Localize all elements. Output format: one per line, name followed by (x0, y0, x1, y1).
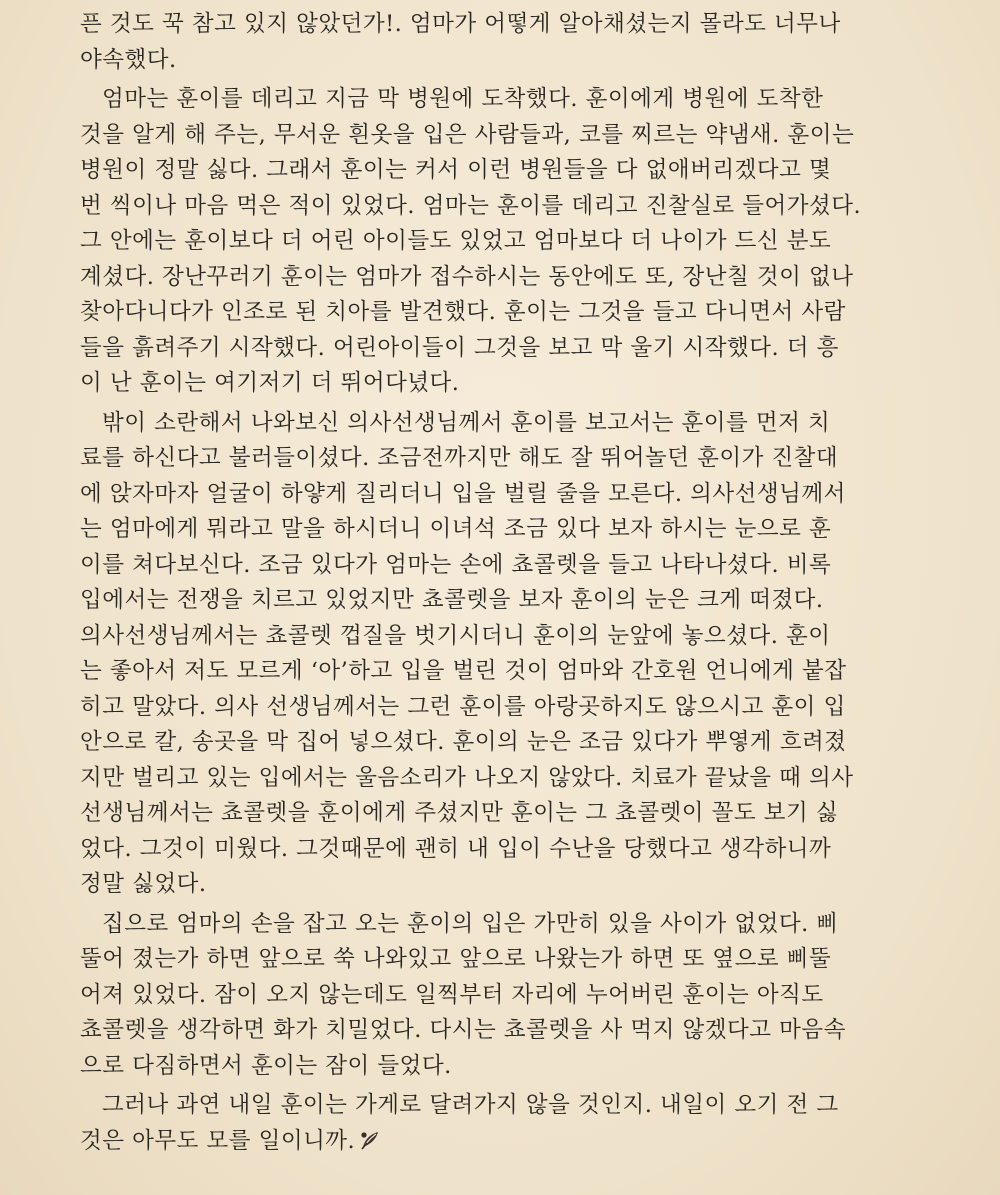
text-line-content: 집으로 엄마의 손을 잡고 오는 훈이의 입은 가만히 있을 사이가 없었다. 삐 (102, 910, 839, 937)
text-line: 찾아다니다가 인조로 된 치아를 발견했다. 훈이는 그것을 들고 다니면서 사람 (80, 299, 846, 325)
text-line: 료를 하신다고 불러들이셨다. 조금전까지만 해도 잘 뛰어놀던 훈이가 진찰대 (80, 445, 839, 471)
text-line: 정말 싫었다. (80, 871, 207, 897)
text-line: 들을 흙려주기 시작했다. 어린아이들이 그것을 보고 막 울기 시작했다. 더 흥 (80, 334, 839, 361)
text-line: 입에서는 전쟁을 치르고 있었지만 쵸콜렛을 보자 훈이의 눈은 크게 떠졌다. (80, 587, 824, 613)
text-line: 이 난 훈이는 여기저기 더 뛰어다녔다. (80, 370, 460, 396)
text-line-content: 그러나 과연 내일 훈이는 가게로 달려가지 않을 것인지. 내일이 오기 전 그 (102, 1092, 839, 1118)
text-line: 뚤어 졌는가 하면 앞으로 쑥 나와있고 앞으로 나왔는가 하면 또 옆으로 삐뚤 (80, 946, 832, 972)
text-line (80, 406, 940, 442)
text-line: 그 안에는 훈이보다 더 어린 아이들도 있었고 엄마보다 더 나이가 드신 분도 (80, 228, 832, 254)
text-line (80, 82, 940, 118)
text-line: 으로 다짐하면서 훈이는 잠이 들었다. (80, 1052, 452, 1079)
text-line: 안으로 칼, 송곳을 막 집어 넣으셨다. 훈이의 눈은 조금 있다가 뿌옇게 흐려졌 (80, 729, 847, 755)
paragraph-4 (80, 907, 940, 1085)
text-line (80, 907, 940, 943)
text-line-content: 것은 아무도 모를 일이니까. (80, 1127, 356, 1154)
text-line: 의사선생님께서는 쵸콜렛 껍질을 벗기시더니 훈이의 눈앞에 놓으셨다. 훈이 (80, 622, 831, 649)
text-line (80, 1088, 940, 1124)
text-line: 히고 말았다. 의사 선생님께서는 그런 훈이를 아랑곳하지도 않으시고 훈이 입 (80, 693, 846, 720)
text-line: 야속했다. (80, 46, 177, 73)
text-line: 는 엄마에게 뭐라고 말을 하시더니 이녀석 조금 있다 보자 하시는 눈으로 훈 (80, 516, 832, 542)
text-line: 어져 있었다. 잠이 오지 않는데도 일찍부터 자리에 누어버린 훈이는 아직도 (80, 981, 824, 1008)
text-line: 번 씩이나 마음 먹은 적이 있었다. 엄마는 훈이를 데리고 진찰실로 들어가셨다. (80, 192, 862, 219)
leaf-ornament-icon (359, 1129, 381, 1151)
text-line: 는 좋아서 저도 모르게 ‘아’하고 입을 벌린 것이 엄마와 간호원 언니에게 붙잡 (80, 658, 847, 684)
text-line (80, 1124, 940, 1160)
text-line: 에 앉자마자 얼굴이 하얗게 질리더니 입을 벌릴 줄을 모른다. 의사선생님께서 (80, 480, 846, 507)
text-line: 병원이 정말 싫다. 그래서 훈이는 커서 이런 병원들을 다 없애버리겠다고 몇 (80, 157, 832, 183)
paragraph-2 (80, 82, 940, 402)
text-line: 었다. 그것이 미웠다. 그것때문에 괜히 내 입이 수난을 당했다고 생각하니까 (80, 835, 832, 862)
paragraph-3 (80, 406, 940, 903)
text-line: 선생님께서는 쵸콜렛을 훈이에게 주셨지만 훈이는 그 쵸콜렛이 꼴도 보기 싫 (80, 800, 839, 826)
paragraph-1 (80, 7, 940, 78)
paragraph-5 (80, 1088, 940, 1159)
text-line: 픈 것도 꾹 참고 있지 않았던가!. 엄마가 어떻게 알아채셨는지 몰라도 너무나 (80, 11, 841, 37)
text-line-content: 엄마는 훈이를 데리고 지금 막 병원에 도착했다. 훈이에게 병원에 도착한 (102, 86, 824, 112)
text-line: 것을 알게 해 주는, 무서운 흰옷을 입은 사람들과, 코를 찌르는 약냄새. 훈이는 (80, 121, 855, 148)
text-line-content: 밖이 소란해서 나와보신 의사선생님께서 훈이를 보고서는 훈이를 먼저 치 (102, 409, 831, 436)
text-line: 지만 벌리고 있는 입에서는 울음소리가 나오지 않았다. 치료가 끝났을 때 의사 (80, 764, 854, 791)
text-line: 계셨다. 장난꾸러기 훈이는 엄마가 접수하시는 동안에도 또, 장난칠 것이 없나 (80, 263, 854, 290)
text-line: 이를 쳐다보신다. 조금 있다가 엄마는 손에 쵸콜렛을 들고 나타나셨다. 비록 (80, 551, 832, 578)
text-line: 쵸콜렛을 생각하면 화가 치밀었다. 다시는 쵸콜렛을 사 먹지 않겠다고 마음속 (80, 1017, 846, 1043)
